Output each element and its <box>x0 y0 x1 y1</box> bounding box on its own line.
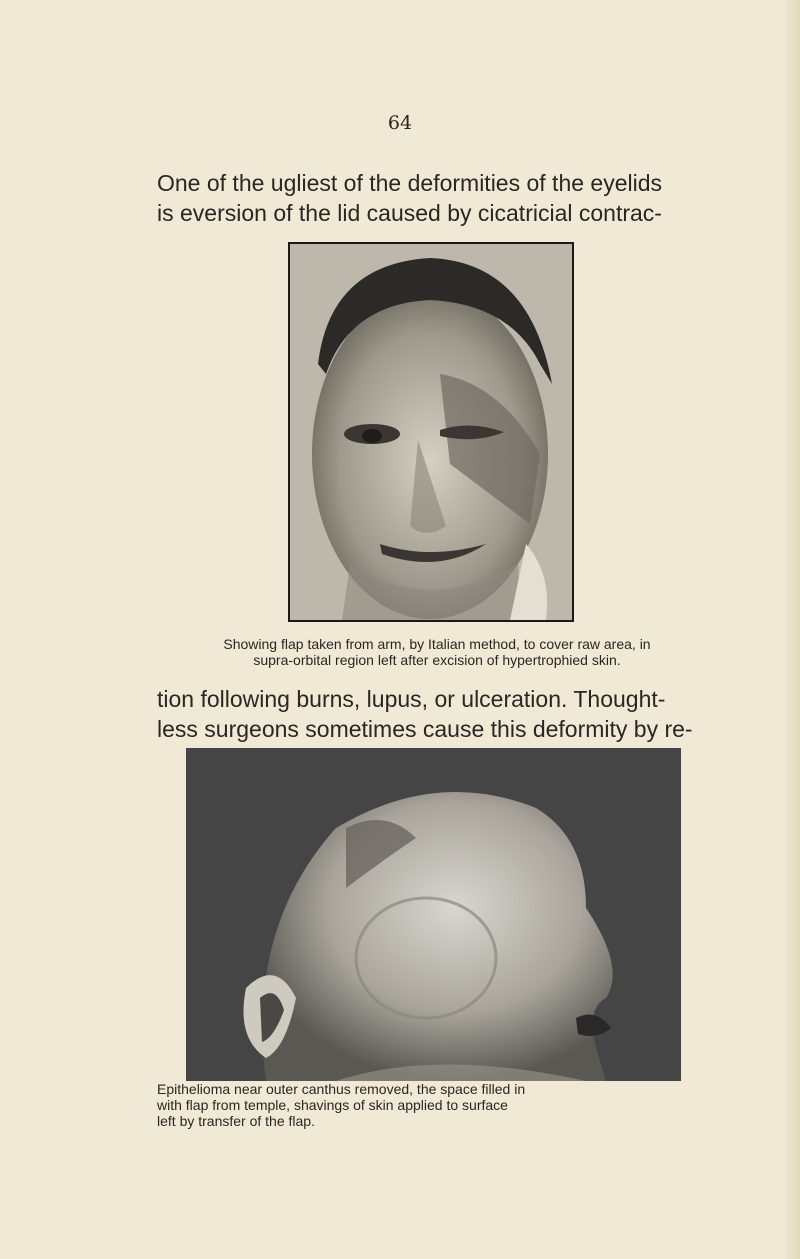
figure-1-caption <box>157 636 717 668</box>
figure-2-caption-line-3: left by transfer of the flap. <box>157 1113 315 1129</box>
figure-2-caption-line-2: with flap from temple, shavings of skin applied to surface <box>157 1097 508 1113</box>
paragraph-1-line-1: One of the ugliest of the deformities of the eyelids <box>157 170 663 196</box>
paragraph-2 <box>157 684 717 744</box>
figure-2-caption <box>157 1081 717 1129</box>
paragraph-2-line-2: less surgeons sometimes cause this deformity by re- <box>157 716 693 742</box>
figure-1-photo <box>288 242 574 622</box>
figure-1-caption-line-2: supra-orbital region left after excision of hypertrophied skin. <box>253 652 621 668</box>
figure-2-caption-line-1: Epithelioma near outer canthus removed, the space filled in <box>157 1081 526 1097</box>
paragraph-1 <box>157 168 717 228</box>
figure-2-photo <box>186 748 681 1081</box>
face-portrait-image <box>290 244 572 620</box>
page-number: 64 <box>387 112 413 134</box>
figure-1-caption-line-1: Showing flap taken from arm, by Italian method, to cover raw area, in <box>223 636 651 652</box>
profile-head-image <box>186 748 681 1081</box>
paragraph-1-line-2: is eversion of the lid caused by cicatricial contrac- <box>157 200 662 226</box>
paragraph-2-line-1: tion following burns, lupus, or ulceration. Thought- <box>157 686 666 712</box>
page-edge <box>786 0 800 1259</box>
